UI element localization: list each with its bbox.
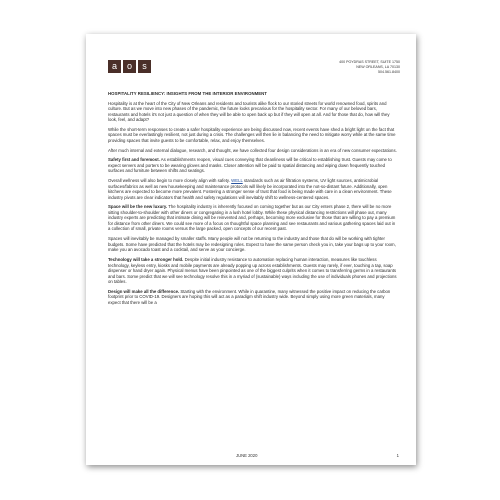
paragraph-space (108, 204, 398, 232)
company-logo (108, 60, 151, 73)
paragraph-text: Hospitality is at the heart of the City of New Orleans and residents and tourists alike flock to our storied streets for world renowned food, spirits and culture. But as we move into new phases of the pandemic, the future looks precarious for the hospitality sector. For many of our beloved bars, restaurants and hotels it's not just a question of when they will be able to open back up but if they will open at all. And for those that do, how will they look, feel, and adapt? (108, 100, 390, 122)
document-body (108, 91, 398, 310)
paragraph-intro (108, 101, 398, 123)
document-page (86, 34, 416, 465)
paragraph-short-term (108, 127, 398, 144)
page-number: 1 (396, 453, 399, 458)
paragraph-lead: Design will make all the difference. (108, 288, 180, 294)
logo-letter-a: a (108, 60, 121, 73)
paragraph-lead: Technology will take a stronger hold. (108, 257, 184, 263)
footer-date: JUNE 2020 (236, 453, 258, 458)
company-address (339, 60, 400, 75)
paragraph-lead: Safety first and foremost. (108, 157, 160, 163)
paragraph-text-before: Overall wellness will also begin to more closely align with safety. (108, 178, 232, 184)
paragraph-text: While the short-term responses to create a safer hospitality experience are being discussed now, recent events have shed a bright light on the fact that spaces must be everlastingly resilient, not just during a crisis. The challenges will then lie in balancing the need to mitigate worry while at the same time providing spaces that invite guests to be comfortable, relax, and enjoy themselves. (108, 126, 396, 143)
paragraph-technology (108, 257, 398, 285)
paragraph-considerations (108, 148, 398, 154)
address-phone: 504.561.8400 (378, 70, 400, 74)
paragraph-wellness (108, 178, 398, 200)
logo-letter-o: o (123, 60, 136, 73)
document-title: HOSPITALITY RESILIENCY: INSIGHTS FROM THE INTERIOR ENVIRONMENT (108, 91, 267, 96)
paragraph-lead: Space will be the new luxury. (108, 204, 168, 210)
paragraph-text: After much internal and external dialogue, research, and thought, we have collected four design considerations in an era of new consumer expectations. (108, 147, 397, 153)
paragraph-staffing (108, 236, 398, 253)
paragraph-text: Starting with the environment. While in quarantine, many witnessed the positive impact on reducing the carbon footprint prior to COVID-19. Designers are hoping this will act as a paradigm shift industry wide. Beyond simply using more green materials, many expect that there will be a (108, 288, 391, 305)
paragraph-design (108, 289, 398, 306)
address-line-1: 400 POYDRAS STREET, SUITE 1750 (339, 60, 400, 64)
paragraph-safety (108, 157, 398, 174)
paragraph-text: Spaces will inevitably be managed by smaller staffs. Many people will not be returning to the industry and those that do will be working with tighter budgets. Some have predicted that the hotels may be redesigning roles. Expect to have the same person check you in, take your bags up to your room, make you an avocado toast and a cocktail, and serve as your concierge. (108, 236, 396, 253)
paragraph-text: standards such as air filtration systems, UV light sources, antimicrobial surfaces/fabrics as well as new housekeeping and maintenance protocols will likely be incorporated into the not-so-distant future. Additionally, open kitchens are expected to become more prevalent. Fostering a stronger sense of trust that food is being made with care in a clean environment. These industry pivots are clear indicators that health and safety regulations will inevitably shift to wellness-centered spaces. (108, 178, 392, 200)
paragraph-text: Despite initial industry resistance to automation replacing human interaction, measures like touchless technology, keyless entry, kiosks and mobile payments are already popping up across establishments. Guests may rarely, if ever, touching a tap, soap dispenser or hand dryer again. Physical menus have been pinpointed as one of the biggest culprits when it comes to transferring germs in a restaurants and bars. Some predict that we will see technology resolve this in a myriad of (sustainable) ways including the use of individuals phones and projections on tables. (108, 257, 397, 285)
logo-letter-s: s (138, 60, 151, 73)
paragraph-text: As establishments reopen, visual cues conveying that cleanliness will be critical to establishing trust. Guests may come to expect servers and porters to be wearing gloves and masks. Closer attention will be paid to spatial distancing and wiping down frequently touched surfaces and furniture between shifts and seatings. (108, 157, 392, 174)
well-standards-link[interactable]: WELL (231, 178, 243, 184)
paragraph-text: The hospitality industry is inherently focused on coming together but as our City enters phase 2, there will be no more sitting shoulder-to-shoulder with other diners or congregating in a lush hotel lobby. While these physical distancing restrictions will phase out, many industry experts are predicting that intimate dining will be reinvented and, perhaps, becoming more exclusive for those that are willing to pay a premium for distance from other diners. We could see more of a focus on thoughtful space planning and see restaurants and various gathering spaces laid out in a collection of small, private rooms versus the large packed, open concepts of our recent past. (108, 204, 396, 232)
address-line-2: NEW ORLEANS, LA 70130 (356, 65, 400, 69)
